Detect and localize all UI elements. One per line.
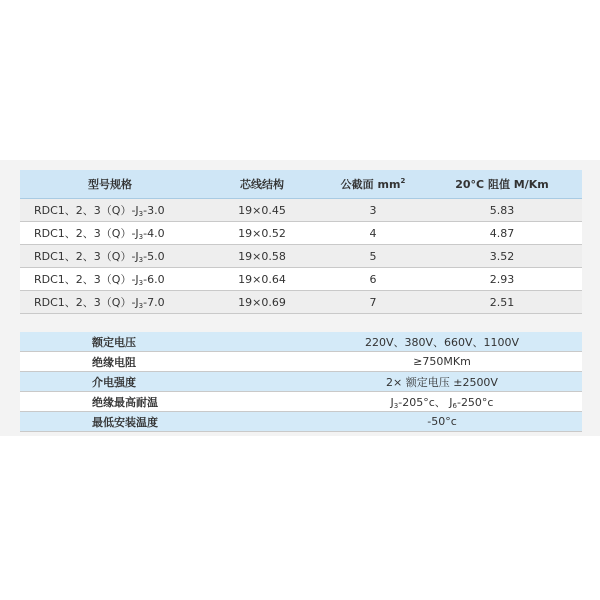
model-cell: RDC1、2、$3(Q)-J_3-6.0$ (20, 268, 200, 291)
model-cell: RDC1、2、$3(Q)-J_3-5.0$ (20, 245, 200, 268)
header-structure: 芯线结构 (200, 170, 324, 199)
spec-table (20, 170, 582, 314)
structure-cell: 19×0.45 (200, 199, 324, 222)
table-row (20, 268, 582, 291)
max-temperature-value: $J_3-205^\circ c$、 $J_6-250^\circ c$ (302, 392, 582, 412)
table-row (20, 332, 582, 352)
area-cell: 3 (324, 199, 422, 222)
table-row (20, 222, 582, 245)
area-cell: 7 (324, 291, 422, 314)
model-cell: RDC1、2、$3(Q)-J_3-3.0$ (20, 199, 200, 222)
max-temperature-label: 绝缘最高耐温 (20, 392, 302, 412)
header-area: 公截面 $mm^2$ (324, 170, 422, 199)
dielectric-strength-value: 2× 额定电压 ±2500V (302, 372, 582, 392)
insulation-resistance-label: 绝缘电阻 (20, 352, 302, 372)
structure-cell: 19×0.64 (200, 268, 324, 291)
resistance-cell: 4.87 (422, 222, 582, 245)
rated-voltage-label: 额定电压 (20, 332, 302, 352)
table-row (20, 372, 582, 392)
model-cell: RDC1、2、$3(Q)-J_3-4.0$ (20, 222, 200, 245)
dielectric-strength-label: 介电强度 (20, 372, 302, 392)
structure-cell: 19×0.52 (200, 222, 324, 245)
model-cell: RDC1、2、$3(Q)-J_3-7.0$ (20, 291, 200, 314)
header-resistance: 20°C 阻值 M/Km (422, 170, 582, 199)
resistance-cell: 3.52 (422, 245, 582, 268)
table-row (20, 392, 582, 412)
resistance-cell: 5.83 (422, 199, 582, 222)
area-cell: 6 (324, 268, 422, 291)
spec-header-row (20, 170, 582, 199)
table-row (20, 199, 582, 222)
area-cell: 4 (324, 222, 422, 245)
resistance-cell: 2.93 (422, 268, 582, 291)
structure-cell: 19×0.58 (200, 245, 324, 268)
structure-cell: 19×0.69 (200, 291, 324, 314)
header-model: 型号规格 (20, 170, 200, 199)
rated-voltage-value: 220V、380V、660V、1100V (302, 332, 582, 352)
table-row (20, 352, 582, 372)
table-row (20, 412, 582, 432)
resistance-cell: 2.51 (422, 291, 582, 314)
min-install-temp-label: 最低安装温度 (20, 412, 302, 432)
properties-table (20, 332, 582, 432)
table-row (20, 291, 582, 314)
spec-table-body (20, 199, 582, 314)
table-row (20, 245, 582, 268)
min-install-temp-value: -50°c (302, 412, 582, 432)
insulation-resistance-value: ≥750MKm (302, 352, 582, 372)
area-cell: 5 (324, 245, 422, 268)
